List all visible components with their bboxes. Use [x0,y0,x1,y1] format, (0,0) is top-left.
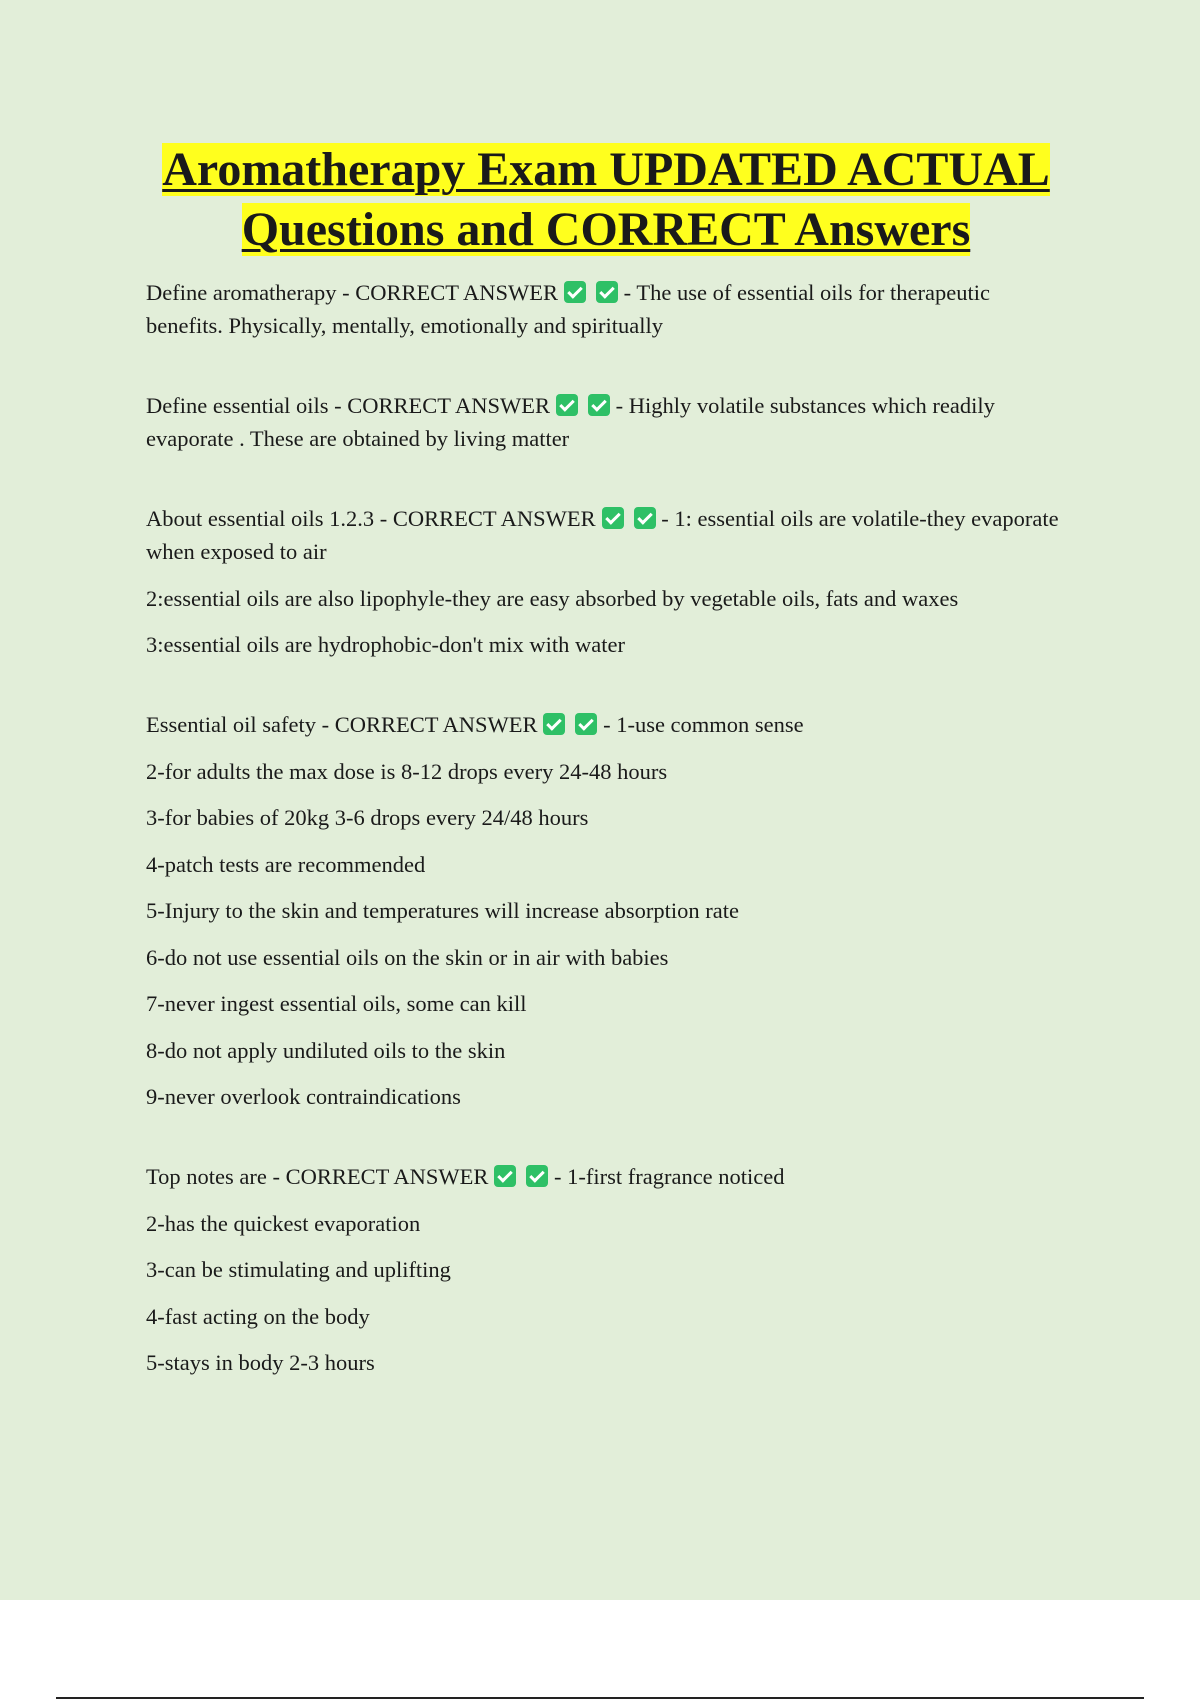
document-body [146,140,1066,1426]
answer-text: - 1: essential oils are volatile-they evaporate when exposed to air [146,506,1059,564]
qa-first-line [146,276,1066,342]
question-text: Top notes are - [146,1164,286,1189]
qa-item [146,389,1066,455]
check-mark-icon [526,1165,548,1187]
qa-item [146,502,1066,661]
check-mark-icon [543,713,565,735]
answer-text: - The use of essential oils for therapeutic benefits. Physically, mentally, emotionally and spiritually [146,280,990,338]
qa-first-line [146,389,1066,455]
answer-line: 2-has the quickest evaporation [146,1210,421,1236]
answer-line: 2:essential oils are also lipophyle-they are easy absorbed by vegetable oils, fats and waxes [146,585,959,611]
answer-line: 9-never overlook contraindications [146,1084,461,1109]
answer-line: 7-never ingest essential oils, some can kill [146,991,527,1016]
answer-text: - 1-use common sense [597,712,804,737]
answer-text: - 1-first fragrance noticed [548,1164,785,1189]
qa-item [146,708,1066,1113]
check-mark-icon [634,507,656,529]
check-mark-icon [556,394,578,416]
qa-list [146,276,1066,1379]
qa-first-line [146,1160,1066,1193]
page-divider [56,1697,1144,1699]
answer-line: 3-can be stimulating and uplifting [146,1257,451,1282]
qa-first-line [146,502,1066,568]
answer-line: 3-for babies of 20kg 3-6 drops every 24/48 hours [146,805,589,830]
answer-line: 6-do not use essential oils on the skin or in air with babies [146,944,669,970]
qa-item [146,1160,1066,1379]
correct-answer-label: CORRECT ANSWER [355,280,559,305]
answer-line: 2-for adults the max dose is 8-12 drops every 24-48 hours [146,758,668,784]
check-mark-icon [494,1165,516,1187]
correct-answer-label: CORRECT ANSWER [334,712,538,737]
correct-answer-label: CORRECT ANSWER [347,393,550,418]
answer-line: 8-do not apply undiluted oils to the skin [146,1037,506,1063]
question-text: Define essential oils - [146,393,348,418]
check-mark-icon [575,713,597,735]
correct-answer-label: CORRECT ANSWER [285,1164,489,1189]
question-text: Define aromatherapy - [146,280,356,305]
answer-text: - Highly volatile substances which readily evaporate . These are obtained by living matter [146,393,995,451]
check-mark-icon [596,281,618,303]
title-line-1: Aromatherapy Exam UPDATED ACTUAL [162,143,1050,196]
answer-line: 5-Injury to the skin and temperatures will increase absorption rate [146,898,739,923]
answer-line: 4-fast acting on the body [146,1303,370,1329]
qa-first-line [146,708,1066,741]
question-text: Essential oil safety - [146,712,335,737]
answer-line: 4-patch tests are recommended [146,851,426,877]
check-mark-icon [588,394,610,416]
answer-line: 5-stays in body 2-3 hours [146,1350,375,1375]
check-mark-icon [602,507,624,529]
document-title [146,140,1066,260]
check-mark-icon [564,281,586,303]
correct-answer-label: CORRECT ANSWER [392,506,596,531]
qa-item [146,276,1066,342]
answer-line: 3:essential oils are hydrophobic-don't mix with water [146,632,625,657]
title-line-2: Questions and CORRECT Answers [241,203,971,256]
question-text: About essential oils 1.2.3 - [146,506,393,531]
